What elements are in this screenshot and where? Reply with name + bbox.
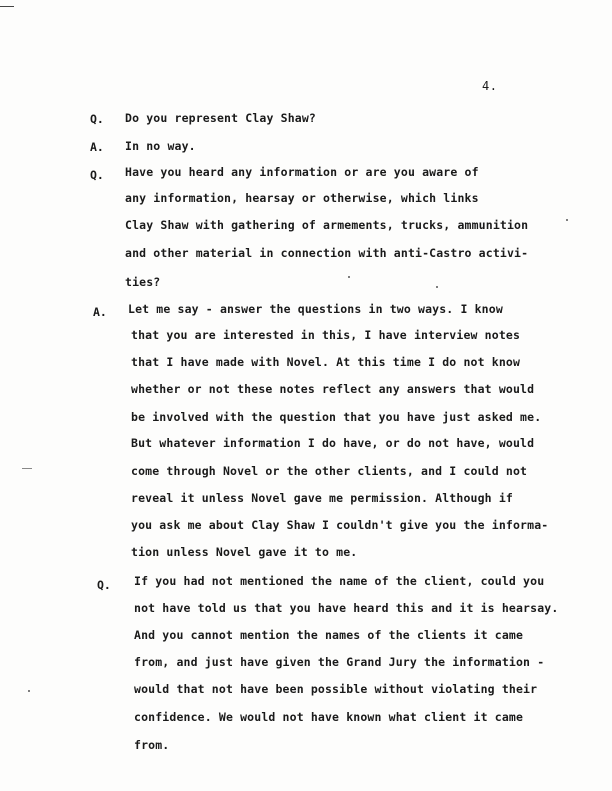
transcript-line: not have told us that you have heard this and it is hearsay.: [134, 601, 559, 615]
transcript-line: any information, hearsay or otherwise, which links: [125, 191, 479, 205]
transcript-line: be involved with the question that you have just asked me.: [131, 410, 542, 424]
transcript-line: come through Novel or the other clients, and I could not: [131, 464, 528, 478]
speaker-label: A.: [90, 140, 104, 154]
transcript-line: whether or not these notes reflect any answers that would: [131, 382, 535, 396]
transcript-line: Clay Shaw with gathering of armements, trucks, ammunition: [125, 218, 529, 232]
scan-dot-4: [348, 276, 350, 278]
scan-mark-top-left: [0, 6, 14, 7]
scan-dot-2: [436, 286, 438, 288]
scan-mark-left-1: [22, 468, 32, 469]
speaker-label: Q.: [90, 112, 104, 126]
transcript-line: you ask me about Clay Shaw I couldn't give you the informa-: [131, 518, 549, 532]
scan-dot-3: [28, 690, 30, 692]
transcript-line: Have you heard any information or are you aware of: [125, 165, 479, 179]
transcript-line: Do you represent Clay Shaw?: [125, 111, 316, 125]
speaker-label: Q.: [90, 168, 104, 182]
transcript-line: from, and just have given the Grand Jury the information -: [134, 655, 545, 669]
speaker-label: Q.: [97, 578, 111, 592]
page-number: 4.: [482, 79, 498, 93]
transcript-line: confidence. We would not have known what client it came: [134, 710, 524, 724]
transcript-line: But whatever information I do have, or do not have, would: [131, 436, 535, 450]
transcript-line: If you had not mentioned the name of the client, could you: [134, 574, 545, 588]
transcript-line: would that not have been possible without violating their: [134, 682, 538, 696]
transcript-line: that you are interested in this, I have interview notes: [131, 328, 521, 342]
transcript-line: and other material in connection with anti-Castro activi-: [125, 246, 529, 260]
transcript-line: And you cannot mention the names of the clients it came: [134, 628, 524, 642]
transcript-line: that I have made with Novel. At this time I do not know: [131, 355, 521, 369]
transcript-line: from.: [134, 738, 170, 752]
speaker-label: A.: [93, 305, 107, 319]
transcript-line: reveal it unless Novel gave me permission. Although if: [131, 491, 513, 505]
transcript-line: ties?: [125, 275, 161, 289]
scan-dot-1: [566, 219, 568, 221]
transcript-line: In no way.: [125, 139, 196, 153]
transcript-line: Let me say - answer the questions in two ways. I know: [128, 302, 503, 316]
transcript-line: tion unless Novel gave it to me.: [131, 545, 358, 559]
